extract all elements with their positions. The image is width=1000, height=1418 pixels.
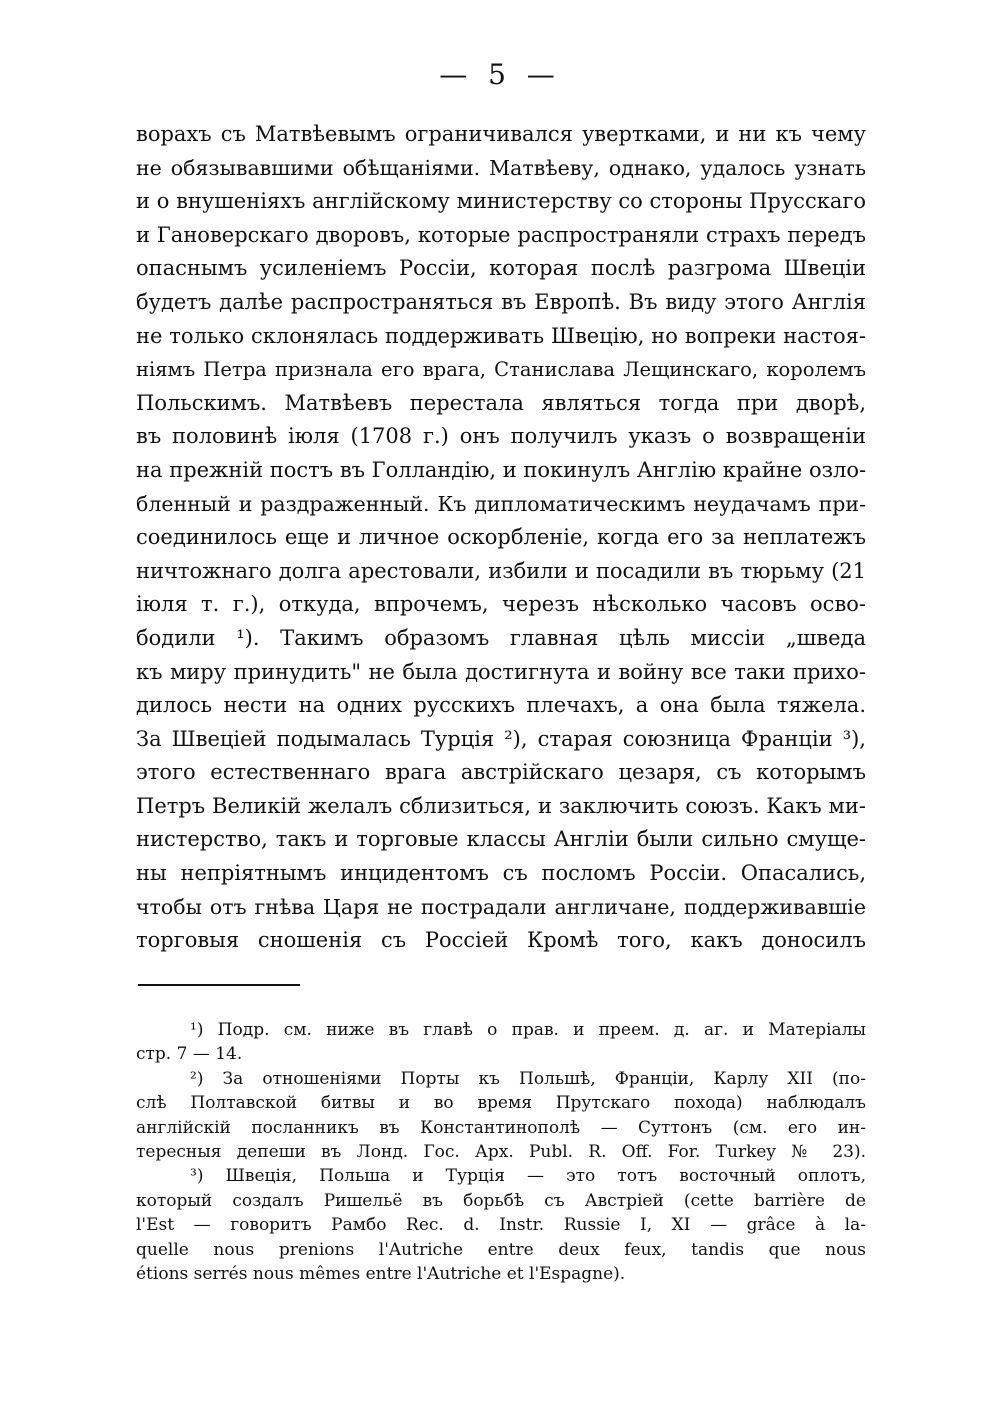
body-text — [136, 118, 866, 958]
body-line: За Швеціей подымалась Турція ²), старая союзница Франціи ³), — [136, 726, 866, 751]
body-line: ны непріятнымъ инцидентомъ съ посломъ Россіи. Опасались, — [136, 861, 866, 886]
body-line: этого естественнаго врага австрійскаго цезаря, съ которымъ — [136, 760, 866, 785]
footnote-line: l'Est — говоритъ Рамбо Rec. d. Instr. Russie I, XI — grâce à la- — [136, 1215, 866, 1236]
page-number: — 5 — — [439, 58, 561, 91]
body-line: не только склонялась поддерживать Швецію, но вопреки настоя- — [136, 323, 866, 348]
footnote-line: тересныя депеши въ Лонд. Гос. Арх. Publ. R. Off. For. Turkey № 23). — [136, 1141, 866, 1162]
footnote-line: ³) Швеція, Польша и Турція — это тотъ восточный оплотъ, — [190, 1166, 866, 1187]
body-line: торговыя сношенія съ Россіей Кромѣ того, какъ доносилъ — [136, 928, 866, 953]
footnote-line: стр. 7 — 14. — [136, 1044, 243, 1065]
footnote-line: étions serrés nous mêmes entre l'Autriche et l'Espagne). — [136, 1263, 626, 1284]
body-line: къ миру принудить" не была достигнута и войну все таки прихо- — [136, 659, 866, 684]
body-line: бленный и раздраженный. Къ дипломатическимъ неудачамъ при- — [136, 491, 866, 516]
body-line: іюля т. г.), откуда, впрочемъ, черезъ нѣсколько часовъ осво- — [136, 592, 866, 617]
body-line: дилось нести на одних русскихъ плечахъ, а она была тяжела. — [136, 693, 866, 718]
footnote-line: ²) За отношеніями Порты къ Польшѣ, Франціи, Карлу XII (по- — [190, 1068, 866, 1089]
body-line: чтобы отъ гнѣва Царя не пострадали англичане, поддерживавшіе — [136, 894, 866, 919]
footnote-3 — [136, 1164, 866, 1286]
footnote-line: слѣ Полтавской битвы и во время Прутскаго похода) наблюдалъ — [136, 1093, 866, 1114]
footnote-line: quelle nous prenions l'Autriche entre deux feux, tandis que nous — [136, 1239, 866, 1260]
body-line: и Гановерскаго дворовъ, которые распространяли страхъ передъ — [136, 222, 866, 247]
footnote-line: англійскій посланникъ въ Константинополѣ — Суттонъ (см. его ин- — [136, 1117, 866, 1138]
footnote-line: который создалъ Ришельё въ борьбѣ съ Австріей (cette barrière de — [136, 1190, 866, 1211]
body-line: ніямъ Петра признала его врага, Станислава Лещинскаго, королемъ — [136, 358, 866, 382]
body-line: Польскимъ. Матвѣевъ перестала являться тогда при дворѣ, — [136, 390, 866, 415]
body-line: и о внушеніяхъ англійскому министерству со стороны Прусскаго — [136, 189, 866, 214]
body-line: ворахъ съ Матвѣевымъ ограничивался увертками, и ни къ чему — [136, 122, 866, 146]
body-line: соединилось еще и личное оскорбленіе, когда его за неплатежъ — [136, 525, 866, 550]
body-line: Петръ Великій желалъ сблизиться, и заключить союзъ. Какъ ми- — [136, 793, 866, 818]
footnotes — [136, 1018, 866, 1286]
body-line: ничтожнаго долга арестовали, избили и посадили въ тюрьму (21 — [136, 558, 866, 583]
footnote-2 — [136, 1067, 866, 1165]
body-line: опаснымъ усиленіемъ Россіи, которая послѣ разгрома Швеціи — [136, 256, 866, 281]
body-line: въ половинѣ іюля (1708 г.) онъ получилъ указъ о возвращеніи — [136, 424, 866, 449]
body-line: на прежній постъ въ Голландію, и покинулъ Англію крайне озло- — [136, 457, 866, 482]
footnote-1 — [136, 1018, 866, 1067]
body-line: будетъ далѣе распространяться въ Европѣ. Въ виду этого Англія — [136, 289, 866, 314]
footnote-separator — [138, 984, 300, 986]
footnote-line: ¹) Подр. см. ниже въ главѣ о прав. и преем. д. аг. и Матеріалы — [190, 1020, 866, 1040]
body-line: бодили ¹). Такимъ образомъ главная цѣль миссіи „шведа — [136, 625, 866, 650]
body-line: нистерство, такъ и торговые классы Англіи были сильно смуще- — [136, 827, 866, 852]
body-line: не обязывавшими обѣщаніями. Матвѣеву, однако, удалось узнать — [136, 155, 866, 180]
